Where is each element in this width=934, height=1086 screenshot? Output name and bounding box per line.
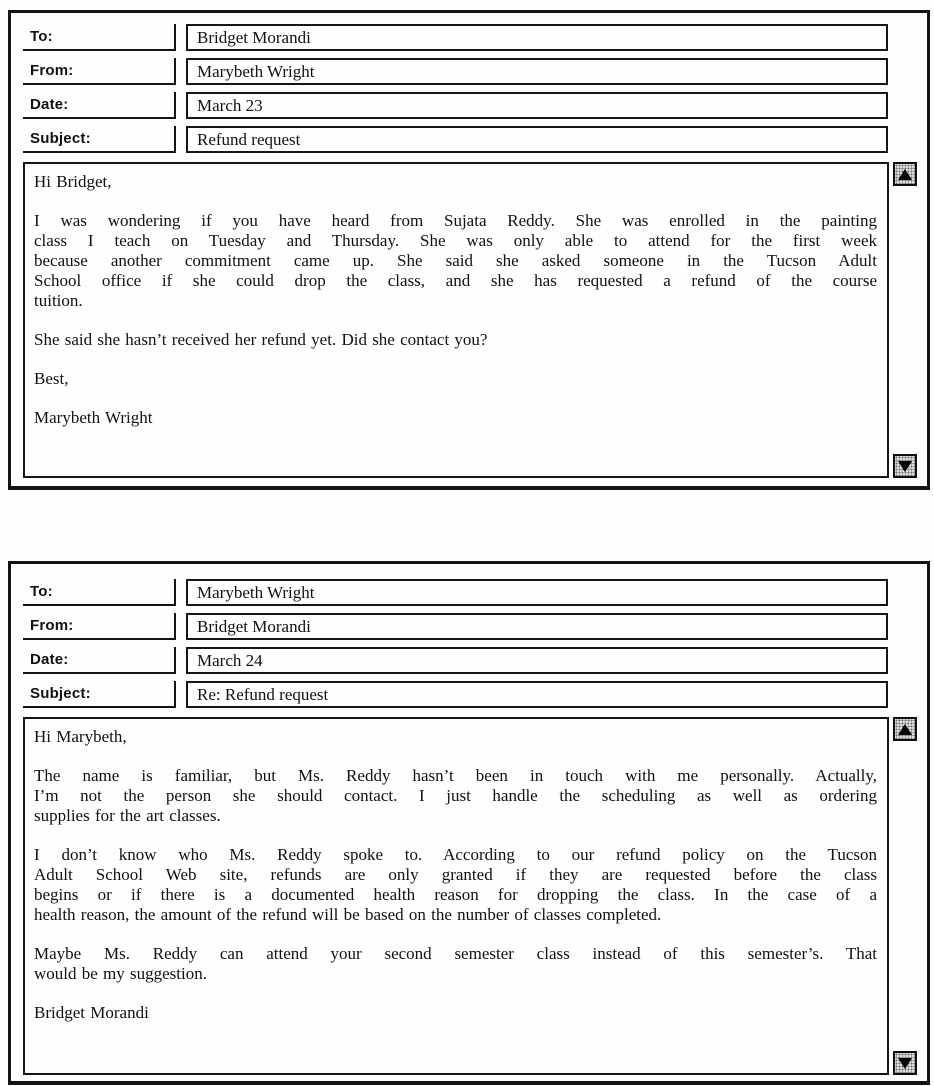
scroll-up-button[interactable] [893,717,917,741]
from-label: From: [23,613,176,640]
signature [34,408,877,428]
subject-value-field[interactable]: Re: Refund request [186,681,888,708]
text-line: class I teach on Tuesday and Thursday. She was only able to attend for the first week [34,231,877,250]
header-row-date [23,92,888,119]
header-row-subject [23,681,888,708]
message-body[interactable] [23,162,889,478]
scroll-down-button[interactable] [893,454,917,478]
arrow-up-icon [898,724,912,735]
text-line: tuition. [34,291,83,310]
date-label: Date: [23,92,176,119]
from-value-field[interactable]: Bridget Morandi [186,613,888,640]
paragraph [34,727,877,747]
text-line: Marybeth Wright [34,408,153,427]
date-label: Date: [23,647,176,674]
text-line: would be my suggestion. [34,964,207,983]
text-line: Bridget Morandi [34,1003,149,1022]
text-line: health reason, the amount of the refund will be based on the number of classes completed. [34,905,662,924]
text-line: Best, [34,369,69,388]
text-line: The name is familiar, but Ms. Reddy hasn’t been in touch with me personally. Actually, [34,766,877,785]
scroll-down-button[interactable] [893,1051,917,1075]
subject-label: Subject: [23,681,176,708]
text-line: I was wondering if you have heard from Sujata Reddy. She was enrolled in the painting [34,211,877,230]
subject-value-field[interactable]: Refund request [186,126,888,153]
text-line: begins or if there is a documented health reason for dropping the class. In the case of a [34,885,877,904]
text-line: Adult School Web site, refunds are only granted if they are requested before the class [34,865,877,884]
text-line: Maybe Ms. Reddy can attend your second semester class instead of this semester’s. That [34,944,877,963]
message-body[interactable] [23,717,889,1075]
text-line: I don’t know who Ms. Reddy spoke to. According to our refund policy on the Tucson [34,845,877,864]
scrollbar [893,717,917,1075]
date-value-field[interactable]: March 24 [186,647,888,674]
text-line: because another commitment came up. She said she asked someone in the Tucson Adult [34,251,877,270]
email-message-1 [8,10,930,490]
header-row-to [23,24,888,51]
message-area [23,717,917,1075]
text-line: supplies for the art classes. [34,806,221,825]
paragraph [34,369,877,389]
header-row-to [23,579,888,606]
to-value-field[interactable]: Marybeth Wright [186,579,888,606]
date-value-field[interactable]: March 23 [186,92,888,119]
arrow-down-icon [898,461,912,472]
scrollbar [893,162,917,478]
to-label: To: [23,579,176,606]
paragraph [34,845,877,925]
header-row-date [23,647,888,674]
to-value-field[interactable]: Bridget Morandi [186,24,888,51]
paragraph [34,172,877,192]
header-row-subject [23,126,888,153]
email-message-2 [8,561,930,1085]
arrow-down-icon [898,1058,912,1069]
arrow-up-icon [898,169,912,180]
text-line: Hi Bridget, [34,172,112,191]
header-row-from [23,58,888,85]
paragraph [34,330,877,350]
subject-label: Subject: [23,126,176,153]
paragraph [34,766,877,826]
to-label: To: [23,24,176,51]
message-area [23,162,917,478]
text-line: I’m not the person she should contact. I just handle the scheduling as well as ordering [34,786,877,805]
text-line: She said she hasn’t received her refund yet. Did she contact you? [34,330,488,349]
text-line: Hi Marybeth, [34,727,127,746]
from-label: From: [23,58,176,85]
text-line: School office if she could drop the class, and she has requested a refund of the course [34,271,877,290]
paragraph [34,944,877,984]
header-row-from [23,613,888,640]
from-value-field[interactable]: Marybeth Wright [186,58,888,85]
scroll-up-button[interactable] [893,162,917,186]
signature [34,1003,877,1023]
paragraph [34,211,877,311]
